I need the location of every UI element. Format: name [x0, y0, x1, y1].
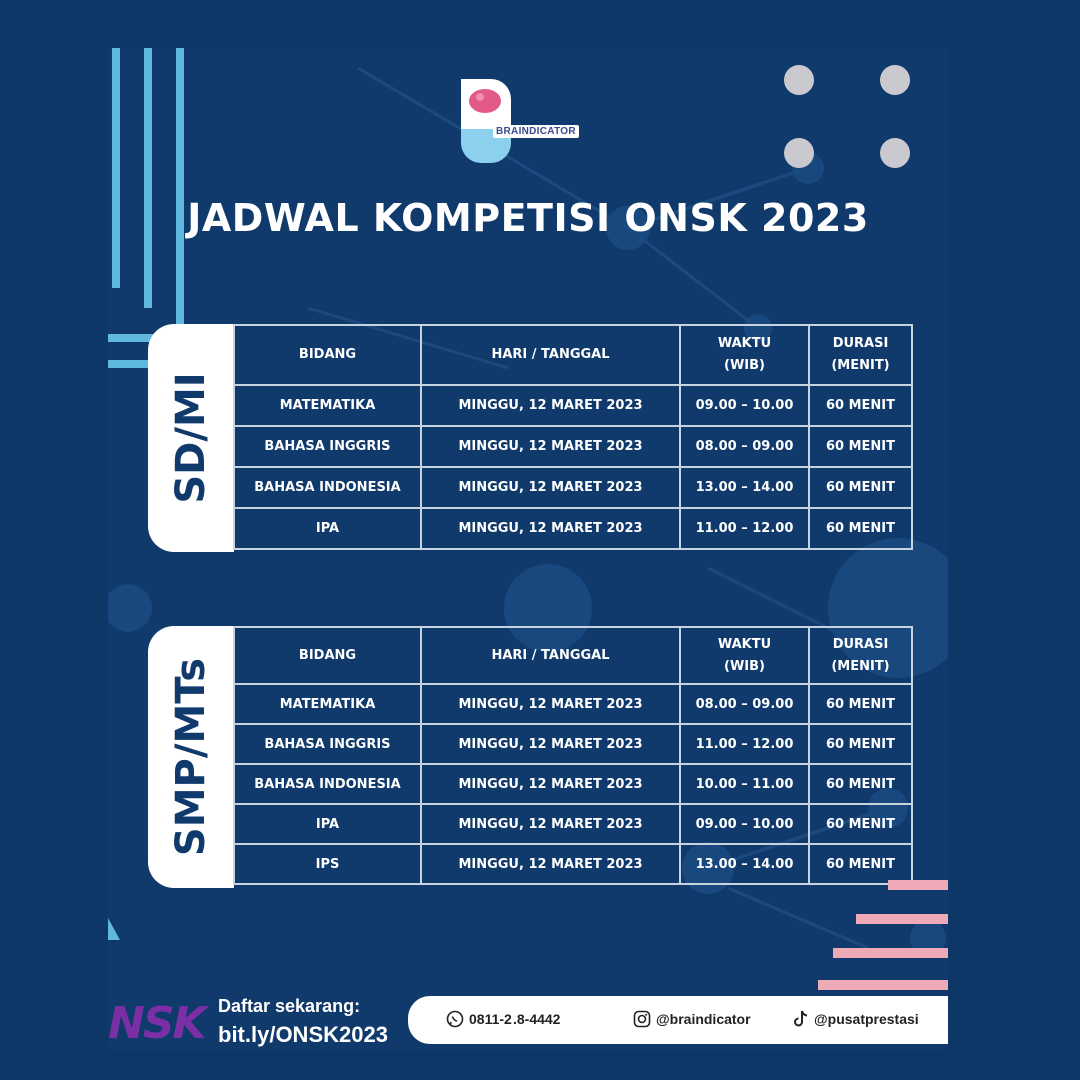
section-tab-sd	[148, 324, 234, 552]
header-hari: HARI / TANGGAL	[421, 627, 680, 684]
cell-waktu: 08.00 – 09.00	[680, 684, 809, 724]
cell-waktu: 09.00 – 10.00	[680, 804, 809, 844]
tiktok-icon	[793, 1010, 809, 1028]
table-row	[234, 426, 912, 467]
header-durasi	[809, 627, 912, 684]
table-row	[234, 844, 912, 884]
cell-hari: MINGGU, 12 MARET 2023	[421, 467, 680, 508]
cell-durasi: 60 MENIT	[809, 426, 912, 467]
table-row	[234, 467, 912, 508]
cell-durasi: 60 MENIT	[809, 804, 912, 844]
header-waktu	[680, 325, 809, 385]
header-hari: HARI / TANGGAL	[421, 325, 680, 385]
instagram-handle: @braindicator	[656, 1011, 751, 1027]
decor-stripe	[818, 980, 948, 990]
decor-dot	[880, 138, 910, 168]
cell-hari: MINGGU, 12 MARET 2023	[421, 385, 680, 426]
header-bidang: BIDANG	[234, 325, 421, 385]
cell-durasi: 60 MENIT	[809, 724, 912, 764]
cell-hari: MINGGU, 12 MARET 2023	[421, 508, 680, 549]
cell-waktu: 11.00 – 12.00	[680, 724, 809, 764]
header-waktu-line2: (WIB)	[724, 358, 765, 373]
cell-bidang: IPS	[234, 844, 421, 884]
cell-bidang: BAHASA INDONESIA	[234, 467, 421, 508]
cell-hari: MINGGU, 12 MARET 2023	[421, 844, 680, 884]
section-label-sd: SD/MI	[168, 372, 214, 504]
cell-durasi: 60 MENIT	[809, 385, 912, 426]
register-label: Daftar sekarang:	[218, 996, 361, 1016]
schedule-table-smp	[233, 626, 913, 885]
cell-durasi: 60 MENIT	[809, 764, 912, 804]
tiktok-handle: @pusatprestasi	[814, 1011, 919, 1027]
cell-bidang: BAHASA INGGRIS	[234, 426, 421, 467]
section-label-smp: SMP/MTs	[168, 657, 214, 857]
cell-waktu: 08.00 – 09.00	[680, 426, 809, 467]
whatsapp-icon	[446, 1010, 464, 1028]
table-row	[234, 804, 912, 844]
table-row	[234, 508, 912, 549]
header-durasi-line2: (MENIT)	[831, 358, 890, 373]
cell-bidang: IPA	[234, 508, 421, 549]
cell-bidang: BAHASA INDONESIA	[234, 764, 421, 804]
table-row	[234, 684, 912, 724]
cell-waktu: 13.00 – 14.00	[680, 467, 809, 508]
instagram-contact[interactable]	[633, 1010, 751, 1028]
decor-stripe	[833, 948, 948, 958]
decor-dot	[784, 138, 814, 168]
poster	[108, 48, 948, 1050]
header-waktu-line1: WAKTU	[717, 636, 772, 652]
header-durasi	[809, 325, 912, 385]
cell-hari: MINGGU, 12 MARET 2023	[421, 804, 680, 844]
brand-name: BRAINDICATOR	[493, 125, 579, 138]
braindicator-logo	[453, 73, 593, 168]
cell-durasi: 60 MENIT	[809, 508, 912, 549]
cell-hari: MINGGU, 12 MARET 2023	[421, 764, 680, 804]
cell-durasi: 60 MENIT	[809, 684, 912, 724]
section-tab-smp	[148, 626, 234, 888]
cell-durasi: 60 MENIT	[809, 844, 912, 884]
cell-hari: MINGGU, 12 MARET 2023	[421, 684, 680, 724]
onsk-logo: NSK	[108, 998, 205, 1049]
header-durasi-line1: DURASI	[832, 636, 889, 652]
whatsapp-number: 0811-2 .8-4442	[469, 1011, 561, 1027]
header-durasi-line2: (MENIT)	[831, 658, 890, 674]
contact-bar	[408, 996, 948, 1044]
cell-bidang: MATEMATIKA	[234, 684, 421, 724]
cell-bidang: BAHASA INGGRIS	[234, 724, 421, 764]
cell-waktu: 13.00 – 14.00	[680, 844, 809, 884]
table-row	[234, 385, 912, 426]
cell-durasi: 60 MENIT	[809, 467, 912, 508]
decor-stripe	[856, 914, 948, 924]
header-waktu-line2: (WIB)	[724, 658, 765, 674]
cell-bidang: MATEMATIKA	[234, 385, 421, 426]
register-link[interactable]: bit.ly/ONSK2023	[218, 1022, 388, 1047]
cell-waktu: 09.00 – 10.00	[680, 385, 809, 426]
instagram-icon	[633, 1010, 651, 1028]
table-row	[234, 724, 912, 764]
cell-bidang: IPA	[234, 804, 421, 844]
decor-stripe	[888, 880, 948, 890]
tiktok-contact[interactable]	[793, 1010, 919, 1028]
header-bidang: BIDANG	[234, 627, 421, 684]
cell-hari: MINGGU, 12 MARET 2023	[421, 724, 680, 764]
whatsapp-contact[interactable]	[446, 1010, 560, 1028]
schedule-table-sd	[233, 324, 913, 550]
table-row	[234, 764, 912, 804]
header-waktu-line1: WAKTU	[717, 336, 772, 351]
cell-waktu: 10.00 – 11.00	[680, 764, 809, 804]
cell-waktu: 11.00 – 12.00	[680, 508, 809, 549]
header-durasi-line1: DURASI	[832, 336, 889, 351]
cell-hari: MINGGU, 12 MARET 2023	[421, 426, 680, 467]
decor-dot	[784, 65, 814, 95]
decor-dot	[880, 65, 910, 95]
header-waktu	[680, 627, 809, 684]
page-title: JADWAL KOMPETISI ONSK 2023	[187, 196, 869, 240]
